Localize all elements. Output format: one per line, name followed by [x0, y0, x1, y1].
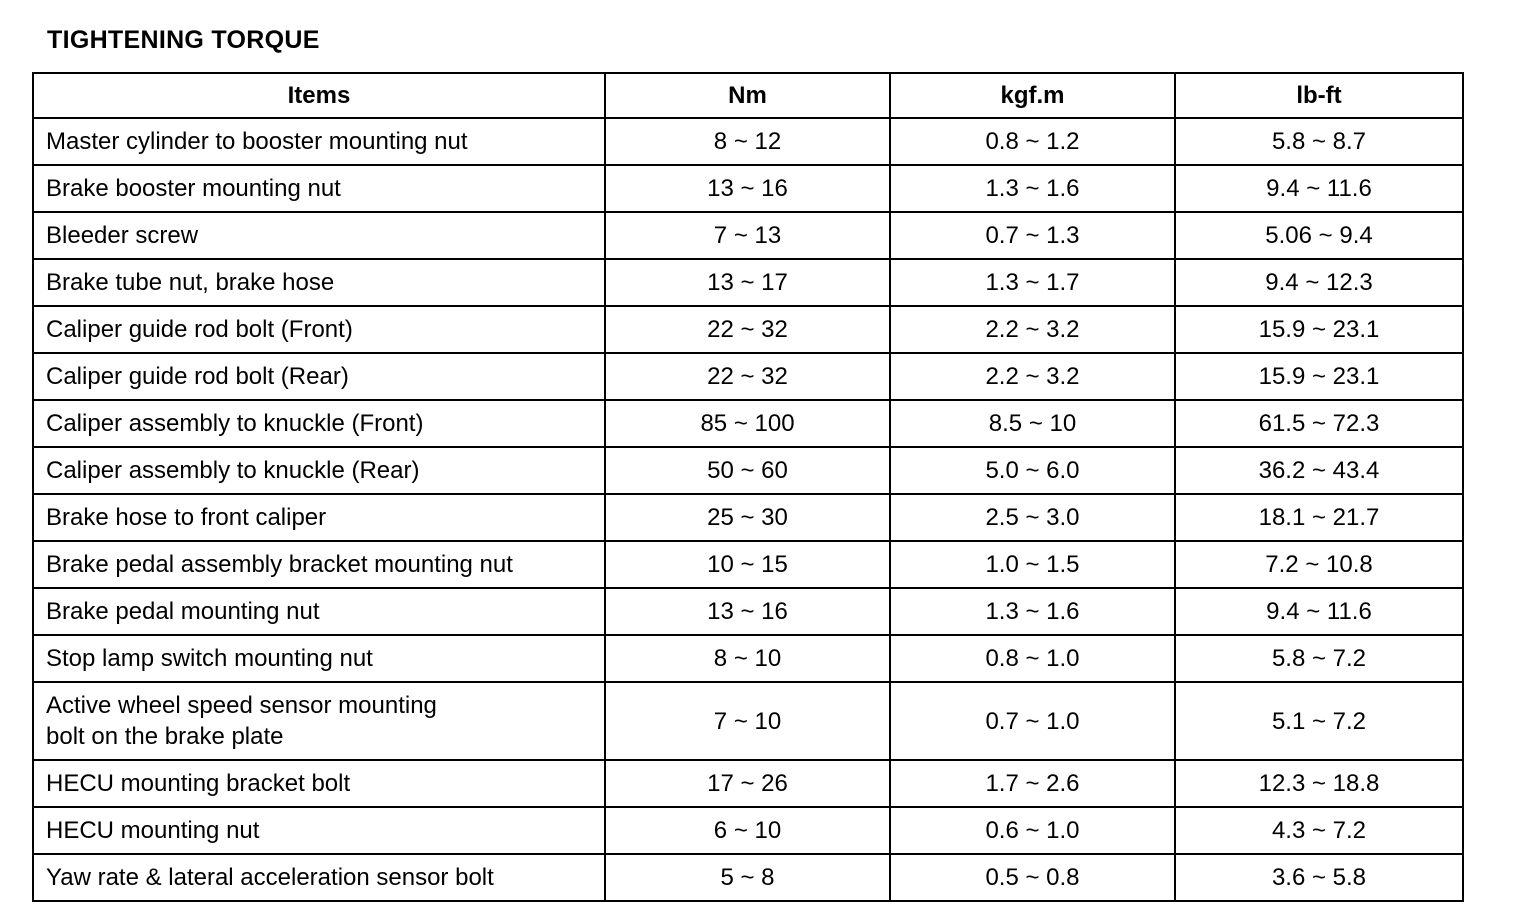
lbft-cell: 9.4 ~ 12.3	[1175, 259, 1463, 306]
table-row	[33, 494, 1463, 541]
nm-cell: 13 ~ 16	[605, 588, 890, 635]
kgfm-cell: 2.5 ~ 3.0	[890, 494, 1175, 541]
header-kgfm: kgf.m	[890, 73, 1175, 118]
table-row	[33, 807, 1463, 854]
item-cell: HECU mounting bracket bolt	[33, 760, 605, 807]
kgfm-cell: 1.3 ~ 1.6	[890, 588, 1175, 635]
table-row	[33, 353, 1463, 400]
table-body	[33, 118, 1463, 901]
kgfm-cell: 0.7 ~ 1.0	[890, 682, 1175, 760]
lbft-cell: 5.06 ~ 9.4	[1175, 212, 1463, 259]
item-cell: Brake pedal assembly bracket mounting nut	[33, 541, 605, 588]
table-row	[33, 447, 1463, 494]
lbft-cell: 15.9 ~ 23.1	[1175, 353, 1463, 400]
nm-cell: 7 ~ 10	[605, 682, 890, 760]
table-row	[33, 682, 1463, 760]
lbft-cell: 15.9 ~ 23.1	[1175, 306, 1463, 353]
nm-cell: 50 ~ 60	[605, 447, 890, 494]
kgfm-cell: 1.0 ~ 1.5	[890, 541, 1175, 588]
lbft-cell: 36.2 ~ 43.4	[1175, 447, 1463, 494]
table-row	[33, 588, 1463, 635]
lbft-cell: 5.8 ~ 7.2	[1175, 635, 1463, 682]
nm-cell: 10 ~ 15	[605, 541, 890, 588]
header-lbft: lb-ft	[1175, 73, 1463, 118]
table-row	[33, 854, 1463, 901]
nm-cell: 8 ~ 12	[605, 118, 890, 165]
table-row	[33, 212, 1463, 259]
nm-cell: 7 ~ 13	[605, 212, 890, 259]
kgfm-cell: 1.3 ~ 1.6	[890, 165, 1175, 212]
item-cell: Caliper guide rod bolt (Rear)	[33, 353, 605, 400]
page-title: TIGHTENING TORQUE	[47, 26, 320, 54]
header-items: Items	[33, 73, 605, 118]
item-cell: Stop lamp switch mounting nut	[33, 635, 605, 682]
lbft-cell: 9.4 ~ 11.6	[1175, 588, 1463, 635]
kgfm-cell: 5.0 ~ 6.0	[890, 447, 1175, 494]
kgfm-cell: 0.8 ~ 1.0	[890, 635, 1175, 682]
kgfm-cell: 0.6 ~ 1.0	[890, 807, 1175, 854]
lbft-cell: 7.2 ~ 10.8	[1175, 541, 1463, 588]
lbft-cell: 3.6 ~ 5.8	[1175, 854, 1463, 901]
nm-cell: 8 ~ 10	[605, 635, 890, 682]
table-row	[33, 541, 1463, 588]
kgfm-cell: 0.7 ~ 1.3	[890, 212, 1175, 259]
table-row	[33, 118, 1463, 165]
item-cell: Brake hose to front caliper	[33, 494, 605, 541]
kgfm-cell: 0.8 ~ 1.2	[890, 118, 1175, 165]
item-line-1: Active wheel speed sensor mounting	[46, 692, 437, 719]
nm-cell: 6 ~ 10	[605, 807, 890, 854]
table-row	[33, 306, 1463, 353]
lbft-cell: 9.4 ~ 11.6	[1175, 165, 1463, 212]
nm-cell: 25 ~ 30	[605, 494, 890, 541]
item-cell: Master cylinder to booster mounting nut	[33, 118, 605, 165]
kgfm-cell: 2.2 ~ 3.2	[890, 353, 1175, 400]
item-cell: Caliper assembly to knuckle (Rear)	[33, 447, 605, 494]
table-row	[33, 400, 1463, 447]
header-nm: Nm	[605, 73, 890, 118]
item-cell: Brake pedal mounting nut	[33, 588, 605, 635]
lbft-cell: 5.8 ~ 8.7	[1175, 118, 1463, 165]
lbft-cell: 12.3 ~ 18.8	[1175, 760, 1463, 807]
item-cell: Caliper assembly to knuckle (Front)	[33, 400, 605, 447]
lbft-cell: 4.3 ~ 7.2	[1175, 807, 1463, 854]
kgfm-cell: 0.5 ~ 0.8	[890, 854, 1175, 901]
kgfm-cell: 1.3 ~ 1.7	[890, 259, 1175, 306]
table-row	[33, 635, 1463, 682]
item-cell: Bleeder screw	[33, 212, 605, 259]
item-cell: Yaw rate & lateral acceleration sensor bolt	[33, 854, 605, 901]
nm-cell: 5 ~ 8	[605, 854, 890, 901]
nm-cell: 85 ~ 100	[605, 400, 890, 447]
table-header	[33, 73, 1463, 118]
item-cell: Caliper guide rod bolt (Front)	[33, 306, 605, 353]
lbft-cell: 61.5 ~ 72.3	[1175, 400, 1463, 447]
table-row	[33, 259, 1463, 306]
lbft-cell: 5.1 ~ 7.2	[1175, 682, 1463, 760]
item-cell: HECU mounting nut	[33, 807, 605, 854]
nm-cell: 22 ~ 32	[605, 353, 890, 400]
nm-cell: 13 ~ 16	[605, 165, 890, 212]
nm-cell: 17 ~ 26	[605, 760, 890, 807]
table-row	[33, 760, 1463, 807]
table-row	[33, 165, 1463, 212]
kgfm-cell: 2.2 ~ 3.2	[890, 306, 1175, 353]
kgfm-cell: 8.5 ~ 10	[890, 400, 1175, 447]
nm-cell: 13 ~ 17	[605, 259, 890, 306]
item-cell	[33, 682, 605, 760]
lbft-cell: 18.1 ~ 21.7	[1175, 494, 1463, 541]
item-cell: Brake booster mounting nut	[33, 165, 605, 212]
kgfm-cell: 1.7 ~ 2.6	[890, 760, 1175, 807]
nm-cell: 22 ~ 32	[605, 306, 890, 353]
item-cell: Brake tube nut, brake hose	[33, 259, 605, 306]
header-row	[33, 73, 1463, 118]
torque-table	[32, 72, 1464, 902]
item-line-2: bolt on the brake plate	[46, 723, 284, 750]
